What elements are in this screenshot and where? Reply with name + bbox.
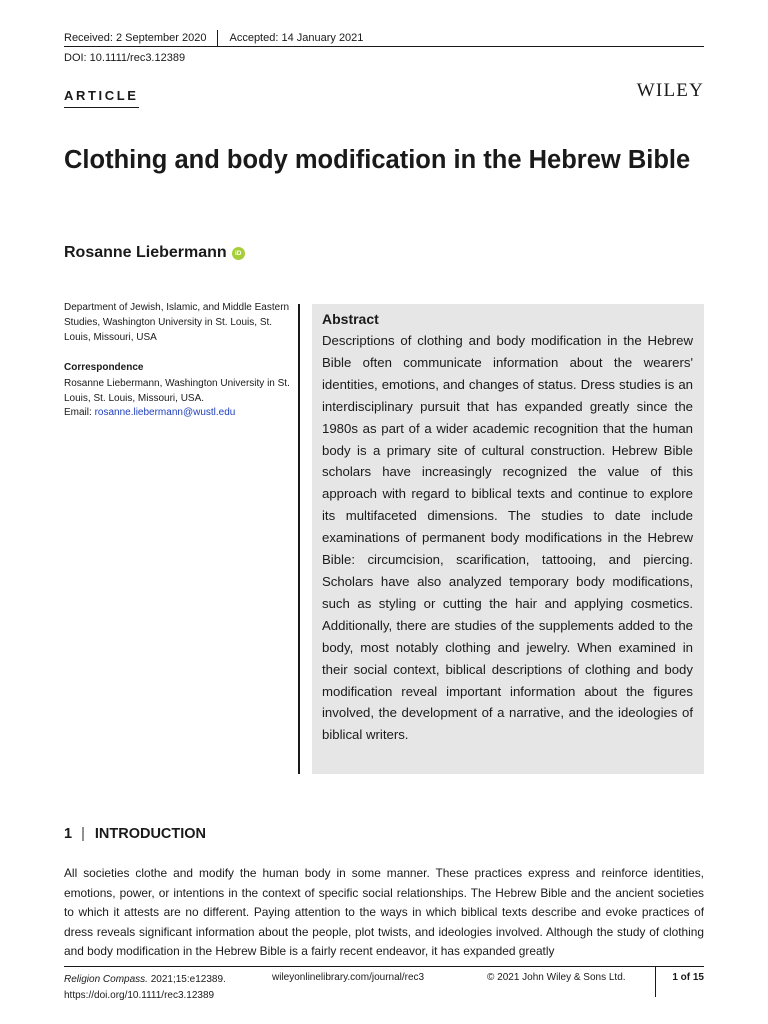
journal-url[interactable]: wileyonlinelibrary.com/journal/rec3 (272, 972, 425, 983)
accepted-date: Accepted: 14 January 2021 (229, 32, 364, 44)
footer-citation (64, 972, 226, 1003)
email-label: Email: (64, 407, 95, 418)
article-dates (64, 30, 363, 46)
page-number: 1 of 15 (672, 972, 704, 983)
article-type-label: ARTICLE (64, 88, 139, 108)
citation-volume: 2021;15:e12389. (147, 974, 226, 985)
date-divider (217, 30, 218, 47)
doi-link[interactable]: https://doi.org/10.1111/rec3.12389 (64, 989, 215, 1001)
section-title: INTRODUCTION (94, 826, 207, 842)
section-number: 1 (64, 826, 73, 842)
orcid-icon[interactable]: iD (232, 247, 245, 260)
body-paragraph: All societies clothe and modify the human body in some manner. These practices express and reinforce identities, emotions, power, or intentions in the context of specific social relationships. The Hebrew Bible and the ancient societies to which it attests are no different. Paying attention to the ways in which biblical texts describe and evoke practices of dress reveals significant information about the people, plot twists, and ideologies involved. Although the study of clothing and body modification in the Hebrew Bible is a fairly recent endeavor, it has expanded greatly (64, 866, 704, 959)
correspondence-heading: Correspondence (64, 362, 144, 373)
email-link[interactable]: rosanne.liebermann@wustl.edu (94, 407, 236, 418)
journal-name: Religion Compass. (64, 974, 148, 985)
sidebar-rule (298, 304, 300, 774)
copyright: © 2021 John Wiley & Sons Ltd. (487, 972, 626, 983)
abstract-heading: Abstract (322, 311, 379, 327)
section-heading (64, 826, 206, 842)
author-line (64, 244, 245, 262)
section-separator: | (81, 826, 85, 842)
paper-title: Clothing and body modification in the Hebrew Bible (64, 146, 691, 174)
abstract-text: Descriptions of clothing and body modification in the Hebrew Bible often communicate information about the wearers' identities, emotions, and changes of status. Dress studies is an interdisciplinary pursuit that has expanded greatly since the 1980s as part of a wider academic recognition that the human body is a primary site of cultural construction. Hebrew Bible scholars have increasingly recognized the value of this approach with regard to biblical texts and continue to explore its multifaceted dimensions. The studies to date include examinations of permanent body modifications in the Hebrew Bible: circumcision, scarification, tattooing, and piercing. Scholars have also analyzed temporary body modifications, such as styling or cutting the hair and applying cosmetics. Additionally, there are studies of the supplements added to the body, most notably clothing and jewelry. When examined in their social context, biblical descriptions of clothing and body modification reveal important information about the figures involved, the development of a narrative, and the ideologies of biblical writers. (322, 333, 693, 743)
received-date: Received: 2 September 2020 (64, 32, 207, 44)
correspondence-details (64, 377, 292, 421)
header-rule (64, 46, 704, 47)
footer-divider (655, 967, 656, 997)
doi: DOI: 10.1111/rec3.12389 (64, 52, 186, 64)
publisher-logo: WILEY (636, 80, 704, 101)
abstract-box (312, 304, 704, 774)
correspondence-address: Rosanne Liebermann, Washington University in St. Louis, St. Louis, Missouri, USA. (64, 378, 290, 404)
footer-rule (64, 966, 704, 967)
author-name[interactable]: Rosanne Liebermann (64, 244, 227, 261)
author-affiliation: Department of Jewish, Islamic, and Middle Eastern Studies, Washington University in St. Louis, St. Louis, Missouri, USA (64, 302, 290, 343)
